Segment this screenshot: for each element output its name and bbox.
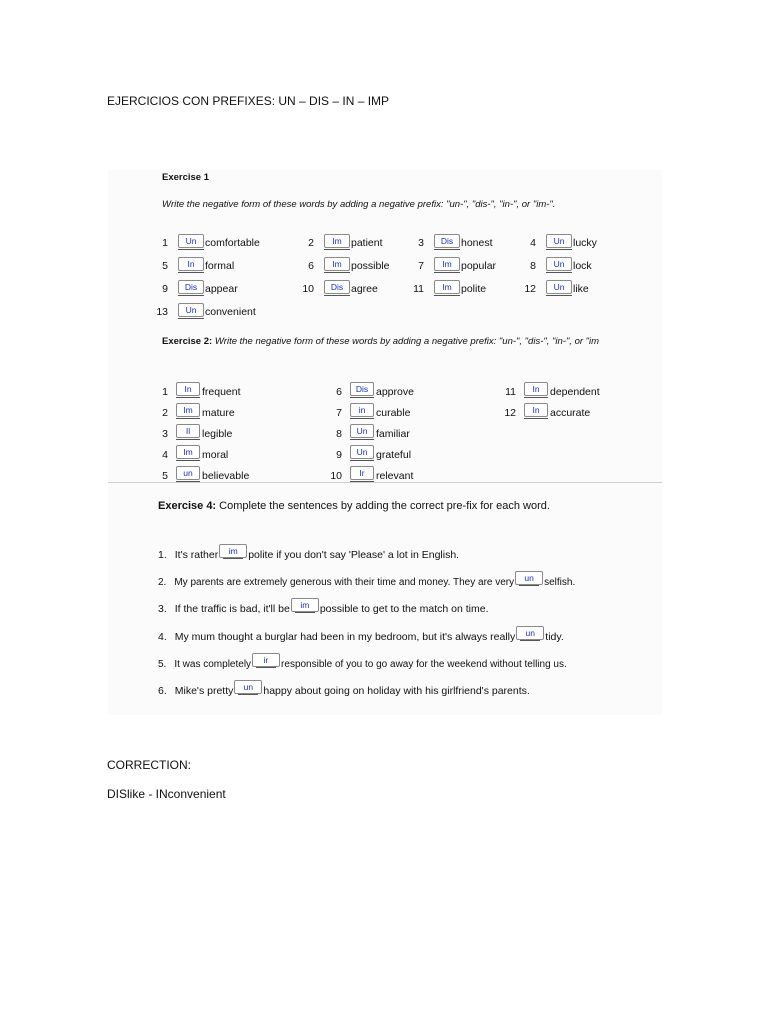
sentence-end: possible to get to the match on time.: [319, 603, 489, 615]
answer-line: [178, 295, 204, 296]
answer-line: [524, 418, 548, 419]
answer-line: [178, 272, 204, 273]
item-number: 6: [336, 386, 342, 398]
answer-box[interactable]: Im: [434, 257, 460, 271]
item-number: 5: [162, 260, 168, 272]
answer-box[interactable]: Im: [176, 445, 200, 459]
item-number: 9: [336, 449, 342, 461]
item-word: comfortable: [205, 237, 260, 249]
item-word: legible: [202, 428, 233, 440]
item-word: convenient: [205, 306, 256, 318]
answer-box[interactable]: Im: [324, 257, 350, 271]
item-word: curable: [376, 407, 411, 419]
sentence-number: 4.: [158, 631, 167, 643]
sentence-start: It was completely: [174, 659, 252, 670]
sentence-end: selfish.: [544, 577, 576, 588]
sentence: [158, 544, 459, 561]
answer-line: [546, 295, 572, 296]
item-word: familiar: [376, 428, 410, 440]
item-word: patient: [351, 237, 383, 249]
exercise-1-heading: Exercise 1: [162, 172, 210, 183]
answer-line: [546, 249, 572, 250]
answer-line: [324, 295, 350, 296]
item-word: relevant: [376, 470, 414, 482]
answer-box[interactable]: in: [350, 403, 374, 417]
item-word: popular: [461, 260, 497, 272]
sentence-start: My mum thought a burglar had been in my bedroom, but it's always really: [174, 631, 516, 643]
sentence-number: 3.: [158, 603, 167, 615]
sentence: [158, 653, 567, 670]
sentence-number: 2.: [158, 577, 167, 588]
item-number: 12: [504, 407, 516, 419]
correction-label: CORRECTION:: [107, 758, 191, 772]
exercise-1-instruction: Write the negative form of these words by adding a negative prefix: "un-", "dis-", "in-", or "im-".: [162, 199, 556, 210]
answer-box[interactable]: Un: [350, 445, 374, 459]
answer-box[interactable]: Un: [546, 280, 572, 294]
item-word: lucky: [573, 237, 597, 249]
sentence: [158, 571, 575, 588]
item-number: 9: [162, 283, 168, 295]
item-number: 7: [336, 407, 342, 419]
item-number: 10: [302, 283, 314, 295]
item-word: lock: [573, 260, 592, 272]
sentence-start: Mike's pretty: [174, 685, 234, 697]
answer-line: [434, 295, 460, 296]
sentence-end: happy about going on holiday with his girlfriend's parents.: [263, 685, 530, 697]
item-word: appear: [205, 283, 238, 295]
answer-line: [178, 318, 204, 319]
sentence-end: polite if you don't say 'Please' a lot in English.: [248, 549, 460, 561]
item-word: dependent: [550, 386, 600, 398]
answer-line: [178, 249, 204, 250]
item-number: 2: [162, 407, 168, 419]
answer-line: [324, 249, 350, 250]
item-number: 10: [330, 470, 342, 482]
sentence-number: 1.: [158, 549, 167, 561]
answer-line: [350, 397, 374, 398]
item-word: polite: [461, 283, 487, 295]
sentence-number: 5.: [158, 659, 167, 670]
item-word: moral: [202, 449, 229, 461]
answer-line: [434, 249, 460, 250]
item-number: 13: [156, 306, 168, 318]
sentence-number: 6.: [158, 685, 167, 697]
item-word: grateful: [376, 449, 412, 461]
item-word: formal: [205, 260, 235, 272]
answer-line: [350, 460, 374, 461]
answer-box[interactable]: Un: [546, 234, 572, 248]
sentence: [158, 626, 564, 643]
answer-box[interactable]: Un: [350, 424, 374, 438]
item-number: 1: [162, 386, 168, 398]
answer-box[interactable]: Dis: [434, 234, 460, 248]
answer-line: [176, 418, 200, 419]
answer-box[interactable]: Im: [176, 403, 200, 417]
answer-line: [350, 439, 374, 440]
worksheet-image: [108, 170, 662, 715]
item-number: 4: [162, 449, 168, 461]
answer-box[interactable]: Dis: [324, 280, 350, 294]
answer-line: [324, 272, 350, 273]
item-word: possible: [351, 260, 390, 272]
item-word: approve: [376, 386, 414, 398]
item-number: 3: [162, 428, 168, 440]
exercise-4-heading: Exercise 4: Complete the sentences by adding the correct pre-fix for each word.: [158, 500, 550, 512]
item-number: 11: [413, 283, 424, 295]
document-title: EJERCICIOS CON PREFIXES: UN – DIS – IN – IMP: [107, 94, 390, 108]
answer-box[interactable]: im: [291, 598, 319, 612]
sentence-end: responsible of you to go away for the weekend without telling us.: [281, 659, 567, 670]
correction-answer: DISlike - INconvenient: [107, 787, 226, 801]
item-word: like: [573, 283, 589, 295]
item-word: accurate: [550, 407, 591, 419]
item-number: 5: [162, 470, 168, 482]
sentence: [158, 598, 489, 615]
answer-box[interactable]: Ir: [350, 466, 374, 480]
answer-line: [546, 272, 572, 273]
answer-box[interactable]: Un: [178, 303, 204, 317]
item-number: 11: [505, 386, 516, 398]
answer-line: [434, 272, 460, 273]
answer-box[interactable]: un: [516, 626, 544, 640]
answer-box[interactable]: un: [515, 571, 543, 585]
item-number: 6: [308, 260, 314, 272]
answer-box[interactable]: Im: [434, 280, 460, 294]
item-number: 8: [336, 428, 342, 440]
answer-box[interactable]: Dis: [178, 280, 204, 294]
answer-line: [176, 460, 200, 461]
answer-line: [350, 418, 374, 419]
item-number: 1: [162, 237, 168, 249]
answer-box[interactable]: In: [524, 403, 548, 417]
answer-box[interactable]: In: [178, 257, 204, 271]
answer-box[interactable]: un: [234, 680, 262, 694]
item-number: 7: [418, 260, 424, 272]
section-divider: [108, 482, 662, 483]
item-word: honest: [461, 237, 493, 249]
item-number: 12: [524, 283, 536, 295]
answer-line: [524, 397, 548, 398]
answer-box[interactable]: Il: [176, 424, 200, 438]
answer-box[interactable]: Un: [178, 234, 204, 248]
item-word: agree: [351, 283, 378, 295]
exercise-2-heading: Exercise 2: Write the negative form of these words by adding a negative prefix: "un-", "dis-", "in-", or "im: [162, 336, 600, 347]
answer-box[interactable]: ir: [252, 653, 280, 667]
item-number: 2: [308, 237, 314, 249]
item-word: frequent: [202, 386, 241, 398]
sentence-start: If the traffic is bad, it'll be: [174, 603, 290, 615]
answer-box[interactable]: In: [524, 382, 548, 396]
answer-box[interactable]: Un: [546, 257, 572, 271]
answer-box[interactable]: un: [176, 466, 200, 480]
sentence-start: It's rather: [174, 549, 219, 561]
item-word: believable: [202, 470, 250, 482]
sentence: [158, 680, 530, 697]
item-word: mature: [202, 407, 235, 419]
answer-box[interactable]: Im: [324, 234, 350, 248]
sentence-start: My parents are extremely generous with their time and money. They are very: [174, 577, 515, 588]
item-number: 4: [530, 237, 536, 249]
answer-box[interactable]: In: [176, 382, 200, 396]
answer-box[interactable]: im: [219, 544, 247, 558]
answer-box[interactable]: Dis: [350, 382, 374, 396]
answer-line: [176, 439, 200, 440]
item-number: 3: [418, 237, 424, 249]
sentence-end: tidy.: [545, 631, 564, 643]
item-number: 8: [530, 260, 536, 272]
answer-line: [176, 397, 200, 398]
